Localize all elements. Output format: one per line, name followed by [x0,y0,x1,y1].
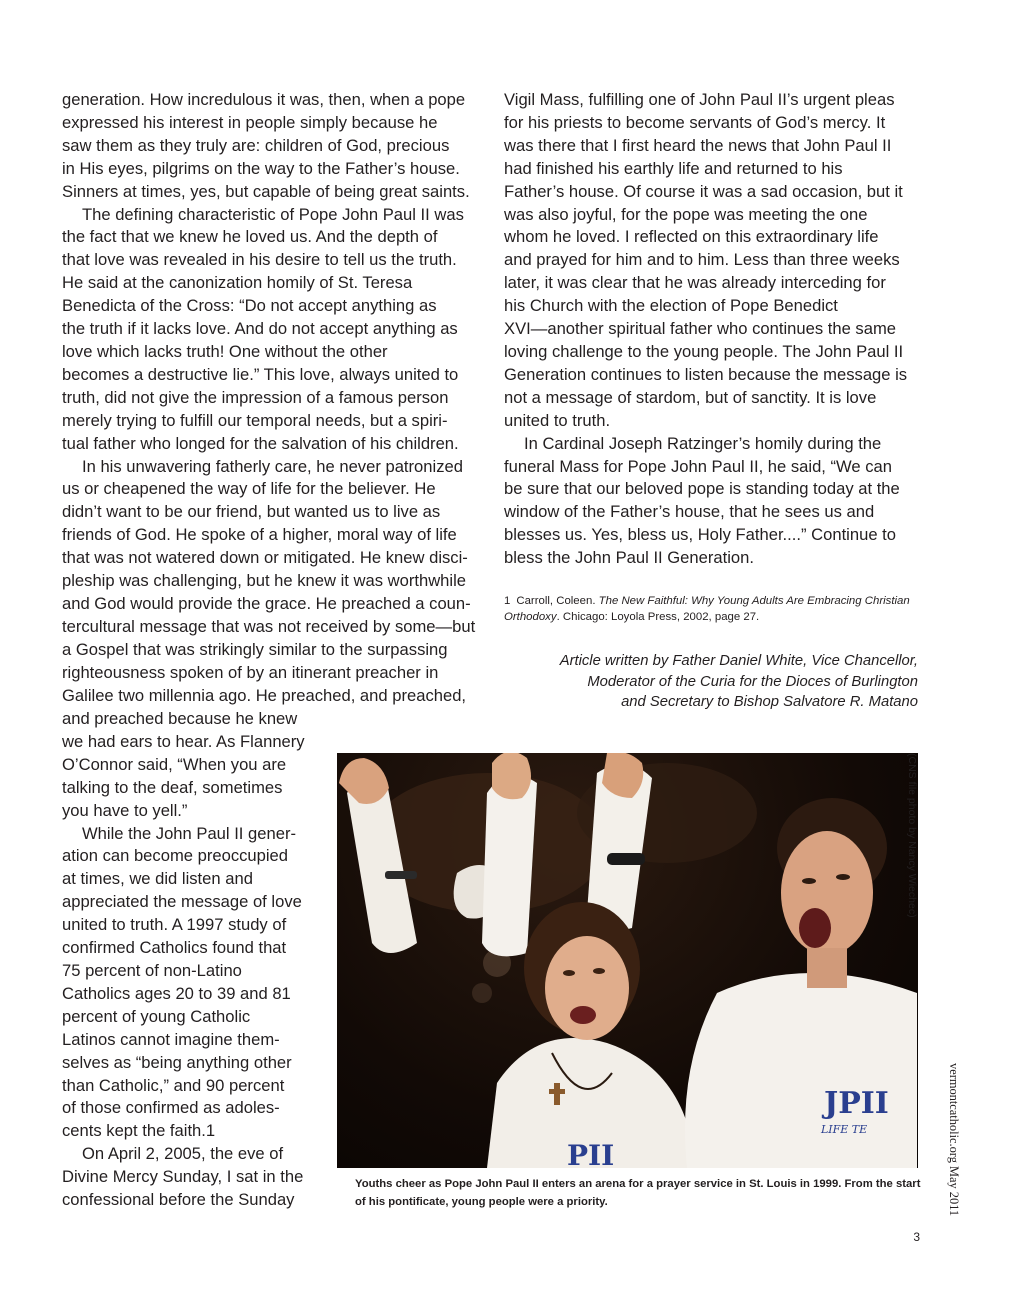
footnote [504,593,920,625]
footnote-prefix: Carroll, Coleen. [516,595,599,607]
publication-footer: vermontcatholic.org May 2011 [947,1063,961,1217]
shirt-text-right: JPII [824,1086,889,1121]
footnote-number: 1 [504,595,511,607]
article-paragraph: On April 2, 2005, the eve of Divine Mercy Sunday, I sat in the confessional before the Sunday [62,1144,304,1210]
article-paragraph: Vigil Mass, fulfilling one of John Paul II’s urgent pleas for his priests to become servants of God’s mercy. It was there that I first heard the news that John Paul II had finished his earthly life and returned to his Father’s house. Of course it was a sad occasion, but it was also joyful, for the pope was meeting the one whom he loved. I reflected on this extraordinary life and prayed for him and to him. Less than three weeks later, it was clear that he was already interceding for his Church with the election of Pope Benedict XVI—another spiritual father who continues the same loving challenge to the young people. The John Paul II Generation continues to listen because the message is not a message of stardom, but of sanctity. It is love united to truth. [504,90,908,430]
youths-cheering-photo [337,753,918,1168]
article-paragraph: In Cardinal Joseph Ratzinger’s homily during the funeral Mass for Pope John Paul II, he said, “We can be sure that our beloved pope is standing today at the window of the Father’s house, that he sees us and blesses us. Yes, bless us, Holy Father....” Continue to bless the John Paul II Generation. [504,433,900,568]
article-byline: Article written by Father Daniel White, Vice Chancellor, Moderator of the Curia for the Dioces of Burlington and Secretary to Bishop Salvatore R. Matano [559,653,918,710]
photo-credit: (CNS file photo by Nancy Wiechec) [906,753,918,918]
page-number: 3 [913,1230,920,1244]
article-paragraph: In his unwavering fatherly care, he never patronized us or cheapened the way of life for the believer. He didn’t want to be our friend, but wanted us to live as friends of God. He spoke of a higher, moral way of life that was not watered down or mitigated. He knew disci- pleship was challenging, but he knew it was worthwhile and God would provide the grace. He preached a coun- tercultural message that was not received by some—but a Gospel that was strikingly similar to the surpassing righteousness spoken of by an itinerant preacher in Galilee two millennia ago. He preached, and preached, [62,456,476,705]
article-column-left-top [62,89,482,707]
article-paragraph: The defining characteristic of Pope John Paul II was the fact that we knew he loved us. And the depth of that love was revealed in his desire to tell us the truth. He said at the canonization homily of St. Teresa Benedicta of the Cross: “Do not accept anything as the truth if it lacks love. And do not accept anything as love which lacks truth! One without the other becomes a destructive lie.” This love, always united to truth, did not give the impression of a famous person merely trying to fulfill our temporal needs, but a spiri- tual father who longed for the salvation of his children. [62,204,464,453]
shirt-text-left: PII [567,1139,615,1168]
article-paragraph: generation. How incredulous it was, then, when a pope expressed his interest in people simply because he saw them as they truly are: children of God, precious in His eyes, pilgrims on the way to the Father’s house. Sinners at times, yes, but capable of being great saints. [62,90,470,201]
photo-caption: Youths cheer as Pope John Paul II enters an arena for a prayer service in St. Louis in 1999. From the start of his pontificate, young people were a priority. [355,1178,921,1208]
footnote-book-title: The New Faithful: Why Young Adults Are Embracing Christian Orthodoxy [504,595,910,623]
footnote-suffix: . Chicago: Loyola Press, 2002, page 27. [556,611,760,623]
article-paragraph: and preached because he knew we had ears to hear. As Flannery O’Connor said, “When you are talking to the deaf, sometimes you have to yell.” [62,709,305,820]
shirt-text-right-sub: LIFE TE [821,1123,868,1136]
article-paragraph: While the John Paul II gener- ation can become preoccupied at times, we did listen and appreciated the message of love united to truth. A 1997 study of confirmed Catholics found that 75 percent of non-Latino Catholics ages 20 to 39 and 81 percent of young Catholic Latinos cannot imagine them- selves as “being anything other than Catholic,” and 90 percent of those confirmed as adoles- cents kept the faith.1 [62,823,302,1141]
article-column-left-narrow [62,708,314,1212]
article-column-right [504,89,924,570]
